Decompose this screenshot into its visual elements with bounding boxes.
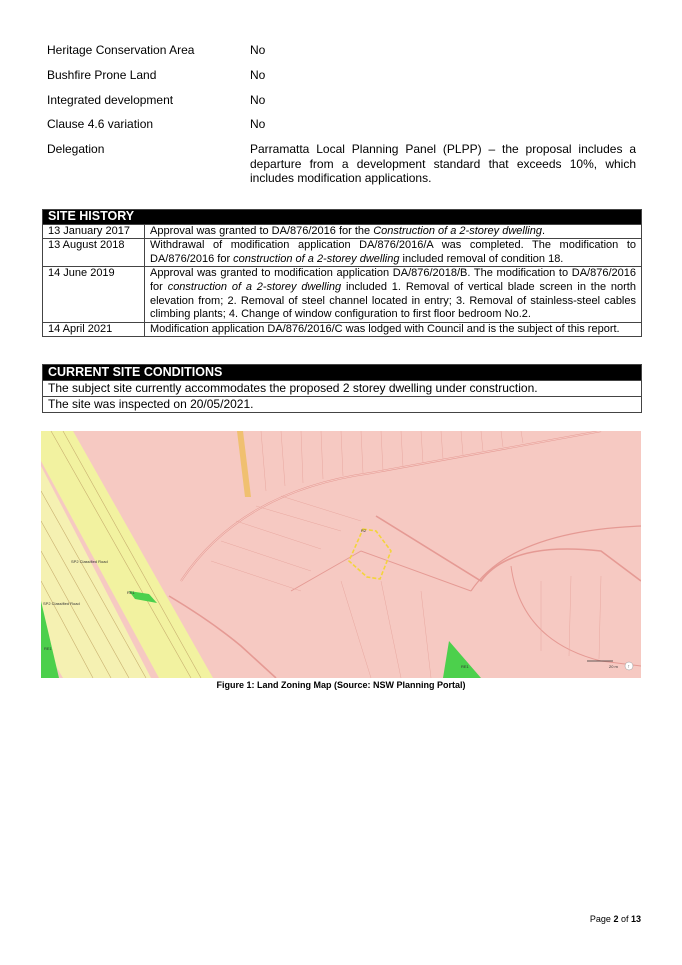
figure-caption: Figure 1: Land Zoning Map (Source: NSW Planning Portal) bbox=[216, 680, 466, 690]
map-zone-label: RE1 bbox=[44, 646, 52, 651]
svg-text:↑: ↑ bbox=[627, 664, 630, 670]
site-conditions-line: The site was inspected on 20/05/2021. bbox=[43, 397, 642, 413]
history-text: Approval was granted to DA/876/2016 for the Construction of a 2-storey dwelling. bbox=[145, 224, 642, 239]
map-zone-label: RE1 bbox=[461, 664, 469, 669]
site-conditions-heading: CURRENT SITE CONDITIONS bbox=[43, 365, 642, 381]
map-zone-label: SP2 Classified Road bbox=[43, 601, 80, 606]
detail-label: Integrated development bbox=[47, 93, 174, 107]
detail-value: No bbox=[250, 117, 266, 131]
map-zone-label: RE1 bbox=[127, 590, 135, 595]
site-conditions-table bbox=[42, 364, 642, 413]
history-text: Approval was granted to modification application DA/876/2018/B. The modification to DA/876/2016 for construction of a 2-storey dwelling included 1. Removal of vertical blade screen in the north elevation from; 2. Removal of steel channel located in entry; 3. Removal of stainless-steel cables climbing plants; 4. Change of window configuration to first floor bedroom No.2. bbox=[145, 267, 642, 322]
history-date: 13 August 2018 bbox=[43, 239, 145, 267]
map-zone-label: SP2 Classified Road bbox=[71, 559, 108, 564]
history-text: Withdrawal of modification application DA/876/2016/A was completed. The modification to DA/876/2016 for construction of a 2-storey dwelling included removal of condition 18. bbox=[145, 239, 642, 267]
land-zoning-map bbox=[41, 431, 641, 678]
scale-label: 20 m bbox=[609, 664, 618, 669]
page-number: Page 2 of 13 bbox=[589, 914, 641, 924]
table-row bbox=[43, 322, 642, 337]
detail-label: Delegation bbox=[47, 142, 105, 156]
map-zone-label: R2 bbox=[361, 528, 367, 533]
site-history-table bbox=[42, 209, 642, 337]
site-conditions-line: The subject site currently accommodates the proposed 2 storey dwelling under construction. bbox=[43, 381, 642, 397]
detail-value: Parramatta Local Planning Panel (PLPP) – the proposal includes a departure from a development standard that exceeds 10%, which includes modification applications. bbox=[250, 142, 636, 185]
detail-label: Bushfire Prone Land bbox=[47, 68, 157, 82]
history-text: Modification application DA/876/2016/C was lodged with Council and is the subject of this report. bbox=[145, 322, 642, 337]
detail-label: Heritage Conservation Area bbox=[47, 43, 195, 57]
history-date: 14 June 2019 bbox=[43, 267, 145, 322]
detail-value: No bbox=[250, 93, 266, 107]
detail-label: Clause 4.6 variation bbox=[47, 117, 154, 131]
table-row bbox=[43, 267, 642, 322]
history-date: 13 January 2017 bbox=[43, 224, 145, 239]
table-row bbox=[43, 239, 642, 267]
detail-value: No bbox=[250, 68, 266, 82]
table-row bbox=[43, 224, 642, 239]
history-date: 14 April 2021 bbox=[43, 322, 145, 337]
detail-value: No bbox=[250, 43, 266, 57]
site-history-heading: SITE HISTORY bbox=[43, 210, 642, 225]
